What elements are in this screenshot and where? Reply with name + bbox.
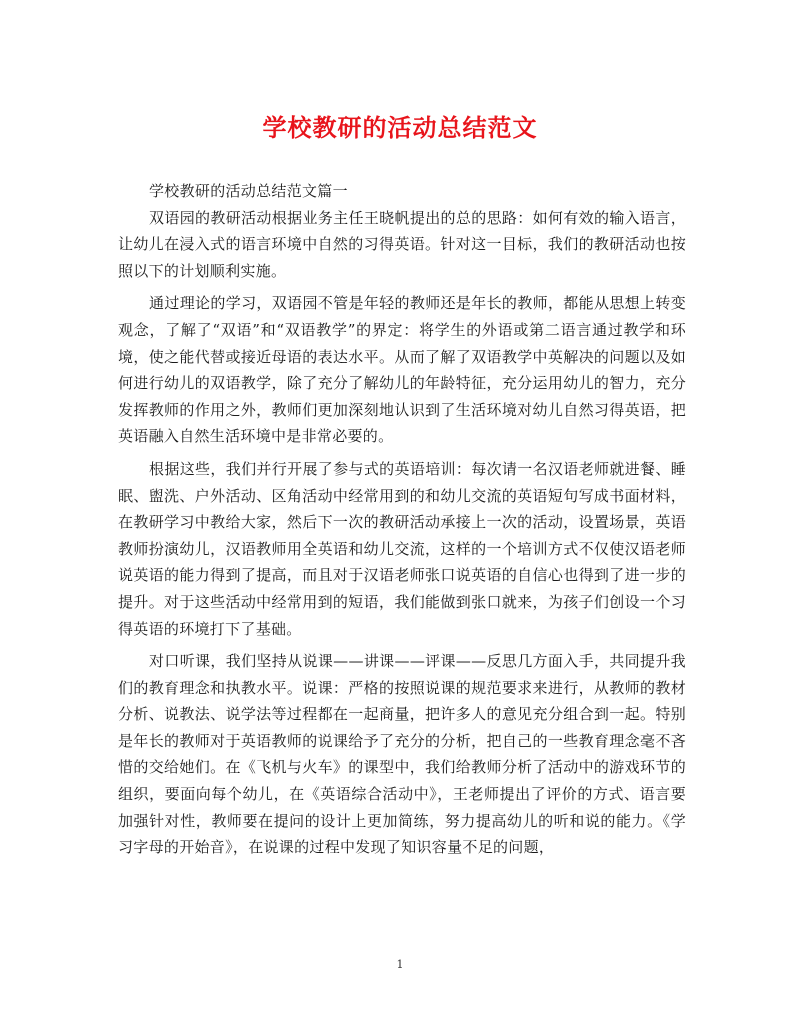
paragraph-1: 双语园的教研活动根据业务主任王晓帆提出的总的思路：如何有效的输入语言，让幼儿在浸入式的语言环境中自然的习得英语。针对这一目标，我们的教研活动也按照以下的计划顺利实施。 [118,208,686,280]
document-body [118,178,686,861]
paragraph-4: 对口听课，我们坚持从说课——讲课——评课——反思几方面入手，共同提升我们的教育理念和执教水平。说课：严格的按照说课的规范要求来进行，从教师的教材分析、说教法、说学法等过程都在一起商量，把许多人的意见充分组合到一起。特别是年长的教师对于英语教师的说课给予了充分的分析，把自己的一些教育理念毫不吝惜的交给她们。在《飞机与火车》的课型中，我们给教师分析了活动中的游戏环节的组织，要面向每个幼儿，在《英语综合活动中》，王老师提出了评价的方式、语言要加强针对性，教师要在提问的设计上更加简练，努力提高幼儿的听和说的能力。《学习字母的开始音》，在说课的过程中发现了知识容量不足的问题， [118,652,686,857]
page-number: 1 [396,958,404,971]
paragraph-2: 通过理论的学习，双语园不管是年轻的教师还是年长的教师，都能从思想上转变观念，了解了“双语”和“双语教学”的界定：将学生的外语或第二语言通过教学和环境，使之能代替或接近母语的表达水平。从而了解了双语教学中英解决的问题以及如何进行幼儿的双语教学，除了充分了解幼儿的年龄特征，充分运用幼儿的智力，充分发挥教师的作用之外，教师们更加深刻地认识到了生活环境对幼儿自然习得英语，把英语融入自然生活环境中是非常必要的。 [118,294,686,446]
document-title: 学校教研的活动总结范文 [262,113,538,142]
section-heading: 学校教研的活动总结范文篇一 [149,182,348,200]
paragraph-3: 根据这些，我们并行开展了参与式的英语培训：每次请一名汉语老师就进餐、睡眠、盥洗、户外活动、区角活动中经常用到的和幼儿交流的英语短句写成书面材料，在教研学习中教给大家，然后下一次的教研活动承接上一次的活动，设置场景，英语教师扮演幼儿，汉语教师用全英语和幼儿交流，这样的一个培训方式不仅使汉语老师说英语的能力得到了提高，而且对于汉语老师张口说英语的自信心也得到了进一步的提升。对于这些活动中经常用到的短语，我们能做到张口就来，为孩子们创设一个习得英语的环境打下了基础。 [118,459,686,638]
